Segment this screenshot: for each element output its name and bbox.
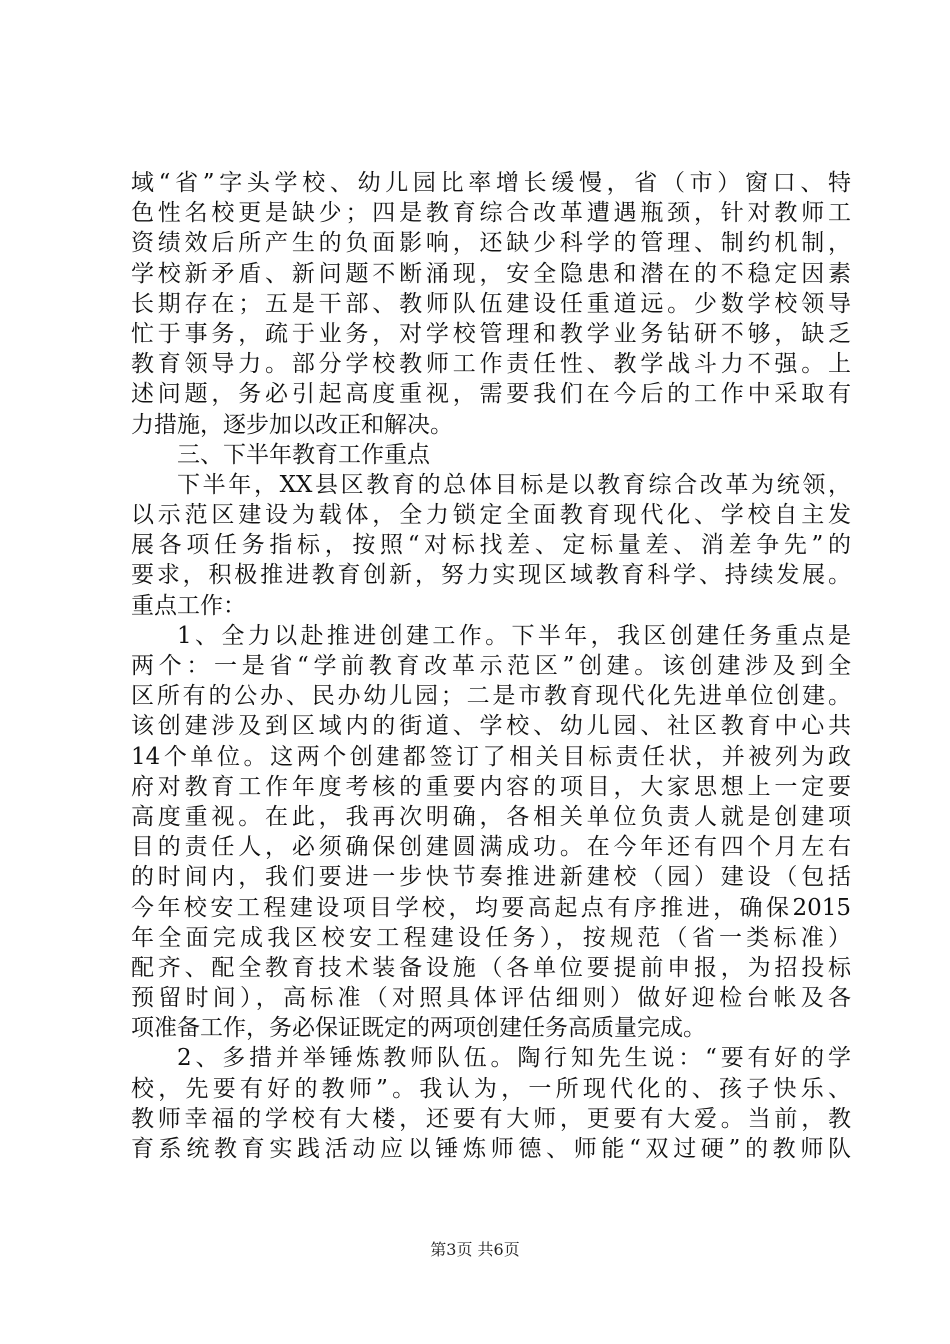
text-line: 项准备工作，务必保证既定的两项创建任务高质量完成。 — [131, 1015, 706, 1042]
text-line: 育系统教育实践活动应以锤炼师德、师能“双过硬”的教师队 — [131, 1136, 851, 1162]
text-line: 以示范区建设为载体，全力锁定全面教育现代化、学校自主发 — [131, 502, 851, 529]
body-text — [131, 168, 851, 1164]
text-line: 该创建涉及到区域内的街道、学校、幼儿园、社区教育中心共 — [131, 713, 851, 740]
text-line: 年全面完成我区校安工程建设任务），按规范（省一类标准） — [131, 924, 851, 951]
text-line: 下半年，XX县区教育的总体目标是以教育综合改革为统领， — [177, 471, 851, 498]
text-line: 2、多措并举锤炼教师队伍。陶行知先生说：“要有好的学 — [177, 1045, 851, 1072]
text-line: 教育领导力。部分学校教师工作责任性、教学战斗力不强。上 — [131, 351, 851, 378]
text-line: 展各项任务指标，按照“对标找差、定标量差、消差争先”的 — [131, 532, 851, 559]
text-line: 色性名校更是缺少；四是教育综合改革遭遇瓶颈，针对教师工 — [131, 200, 851, 227]
text-line: 府对教育工作年度考核的重要内容的项目，大家思想上一定要 — [131, 773, 851, 800]
text-line: 域“省”字头学校、幼儿园比率增长缓慢，省（市）窗口、特 — [131, 170, 851, 196]
text-line: 高度重视。在此，我再次明确，各相关单位负责人就是创建项 — [131, 803, 851, 830]
page-footer: 第3页 共6页 — [430, 1240, 520, 1259]
text-line: 忙于事务，疏于业务，对学校管理和教学业务钻研不够，缺乏 — [131, 320, 851, 347]
text-line: 力措施，逐步加以改正和解决。 — [131, 411, 453, 438]
text-line: 目的责任人，必须确保创建圆满成功。在今年还有四个月左右 — [131, 834, 851, 861]
text-line: 校，先要有好的教师”。我认为，一所现代化的、孩子快乐、 — [131, 1075, 851, 1102]
text-line: 学校新矛盾、新问题不断涌现，安全隐患和潜在的不稳定因素 — [131, 260, 851, 287]
text-line: 14个单位。这两个创建都签订了相关目标责任状，并被列为政 — [131, 743, 851, 770]
text-line: 要求，积极推进教育创新，努力实现区域教育科学、持续发展。 — [131, 562, 851, 589]
text-line: 区所有的公办、民办幼儿园；二是市教育现代化先进单位创建。 — [131, 683, 851, 710]
text-line: 两个：一是省“学前教育改革示范区”创建。该创建涉及到全 — [131, 653, 851, 679]
text-line: 长期存在；五是干部、教师队伍建设任重道远。少数学校领导 — [131, 290, 851, 317]
text-line: 教师幸福的学校有大楼，还要有大师，更要有大爱。当前，教 — [131, 1105, 851, 1132]
text-line: 配齐、配全教育技术装备设施（各单位要提前申报，为招投标 — [131, 954, 851, 981]
text-line: 1、全力以赴推进创建工作。下半年，我区创建任务重点是 — [177, 622, 851, 649]
text-line: 预留时间），高标准（对照具体评估细则）做好迎检台帐及各 — [131, 985, 851, 1012]
text-line: 重点工作： — [131, 592, 246, 619]
text-line: 今年校安工程建设项目学校，均要高起点有序推进，确保2015 — [131, 894, 851, 921]
text-line: 资绩效后所产生的负面影响，还缺少科学的管理、制约机制， — [131, 230, 851, 257]
text-line: 的时间内，我们要进一步快节奏推进新建校（园）建设（包括 — [131, 864, 851, 891]
text-line: 述问题，务必引起高度重视，需要我们在今后的工作中采取有 — [131, 381, 851, 408]
text-line: 三、下半年教育工作重点 — [177, 441, 430, 468]
